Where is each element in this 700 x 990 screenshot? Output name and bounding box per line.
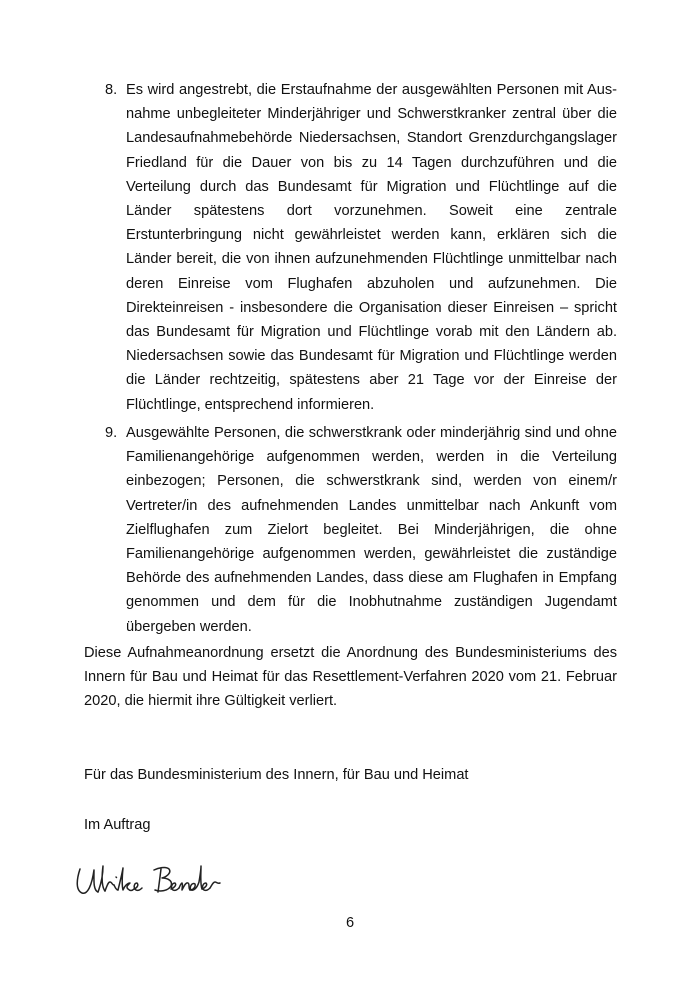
- list-item-number: 9.: [105, 425, 118, 441]
- list-item-text: Ausgewählte Personen, die schwerstkrank oder minderjährig sind und ohne Familienangehörige aufgenommen werden, werden in die Verteilung einbezogen; Personen, die schwerstkrank sind, werden von einem/r Vertreter/in des aufnehmenden Landes unmittelbar nach Ankunft vom Zielflughafen zum Zielort begleitet. Bei Minderjährigen, die ohne Familienangehörige aufgenommen werden, gewährleistet die zuständige Behörde des aufnehmenden Landes, dass diese am Flughafen in Empfang genommen und dem für die Inobhutnahme zuständigen Jugendamt übergeben werden.: [126, 425, 617, 635]
- closing-paragraph: Diese Aufnahmeanordnung ersetzt die Anordnung des Bundesministeriums des Innern für Bau und Heimat für das Resettlement-Verfahren 2020 vom 21. Februar 2020, die hiermit ihre Gültigkeit verliert.: [84, 645, 617, 710]
- on-behalf-line: Für das Bundesministerium des Innern, für Bau und Heimat: [84, 767, 469, 783]
- list-item-number: 8.: [105, 82, 118, 98]
- im-auftrag-line: Im Auftrag: [84, 817, 151, 833]
- list-item-9: [105, 421, 617, 639]
- list-item-8: [105, 78, 617, 417]
- page-number: 6: [345, 915, 355, 931]
- list-item-text: Es wird angestrebt, die Erstaufnahme der ausgewählten Personen mit Ausnahme unbegleiteter Minderjähriger und Schwerstkranker zentral über die Landesaufnahmebehörde Niedersachsen, Standort Grenzdurchgangslager Friedland für die Dauer von bis zu 14 Tagen durchzuführen und die Verteilung durch das Bundesamt für Migration und Flüchtlinge auf die Länder spätestens dort vorzunehmen. Soweit eine zentrale Erstunterbringung nicht gewährleistet werden kann, erklären sich die Länder bereit, die von ihnen aufzunehmenden Flüchtlinge unmittelbar nach deren Einreise vom Flughafen abzuholen und aufzunehmen. Die Direkteinreisen - insbesondere die Organisation dieser Einreisen – spricht das Bundesamt für Migration und Flüchtlinge vorab mit den Ländern ab. Niedersachsen sowie das Bundesamt für Migration und Flüchtlinge werden die Länder rechtzeitig, spätestens aber 21 Tage vor der Einreise der Flüchtlinge, entsprechend informieren.: [126, 82, 617, 413]
- handwritten-signature: [70, 860, 240, 905]
